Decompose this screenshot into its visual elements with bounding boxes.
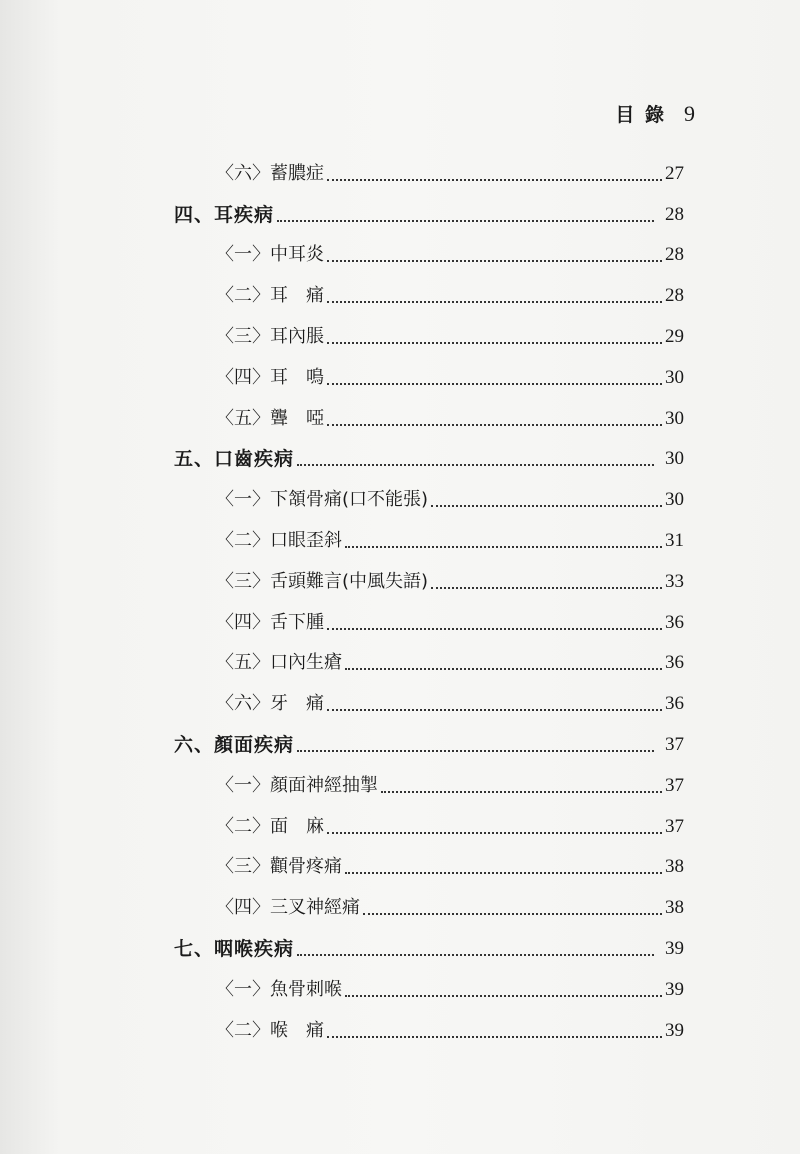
dot-leader — [327, 627, 662, 630]
dot-leader — [431, 504, 662, 507]
toc-subentry — [0, 476, 800, 517]
toc-subentry — [0, 313, 800, 354]
toc-subentry — [0, 395, 800, 436]
toc-entry-label: 〈四〉三叉神經痛 — [216, 897, 360, 919]
toc-subentry — [0, 1007, 800, 1048]
toc-entry-page: 28 — [665, 203, 684, 225]
toc-subentry — [0, 272, 800, 313]
toc-entry-page: 28 — [665, 244, 684, 266]
dot-leader — [297, 953, 654, 956]
toc-entry-label: 七、咽喉疾病 — [174, 937, 295, 960]
dot-leader — [327, 708, 662, 711]
toc-entry-page: 39 — [665, 937, 684, 959]
toc-entry-label: 六、顏面疾病 — [174, 733, 295, 756]
toc-entry-label: 〈一〉魚骨刺喉 — [216, 978, 342, 1000]
toc-entry-page: 37 — [665, 815, 684, 837]
toc-subentry — [0, 558, 800, 599]
toc-subentry — [0, 803, 800, 844]
toc-entry-label: 〈五〉聾 啞 — [216, 407, 324, 429]
toc-subentry — [0, 232, 800, 273]
toc-entry-page: 27 — [665, 162, 684, 184]
toc-subentry — [0, 150, 800, 191]
toc-entry-label: 〈四〉舌下腫 — [216, 611, 324, 633]
toc-entry-page: 39 — [665, 1019, 684, 1041]
toc-entry-page: 30 — [665, 489, 684, 511]
dot-leader — [431, 586, 662, 589]
toc-entry-label: 〈六〉牙 痛 — [216, 693, 324, 715]
toc-entry-page: 30 — [665, 366, 684, 388]
toc-entry-page: 29 — [665, 325, 684, 347]
toc-entry-label: 〈五〉口內生瘡 — [216, 652, 342, 674]
toc-entry-label: 〈二〉口眼歪斜 — [216, 529, 342, 551]
toc-subentry — [0, 966, 800, 1007]
toc-entry-label: 〈三〉舌頭難言(中風失語) — [216, 570, 429, 592]
toc-subentry — [0, 884, 800, 925]
toc-subentry — [0, 762, 800, 803]
toc-entry-page: 38 — [665, 897, 684, 919]
dot-leader — [327, 831, 662, 834]
dot-leader — [327, 341, 662, 344]
toc-entry-label: 〈六〉蓄膿症 — [216, 162, 324, 184]
toc-entry-label: 〈一〉中耳炎 — [216, 244, 324, 266]
dot-leader — [363, 912, 662, 915]
toc-entry-label: 〈三〉耳內脹 — [216, 325, 324, 347]
toc-entry-page: 28 — [665, 285, 684, 307]
toc-section-entry — [0, 436, 800, 477]
toc-entry-page: 39 — [665, 978, 684, 1000]
dot-leader — [345, 667, 662, 670]
toc-section-entry — [0, 191, 800, 232]
toc-entry-page: 30 — [665, 448, 684, 470]
toc-section-entry — [0, 721, 800, 762]
dot-leader — [327, 178, 662, 181]
toc-entry-label: 〈二〉耳 痛 — [216, 285, 324, 307]
dot-leader — [345, 871, 662, 874]
toc-entry-label: 〈二〉面 麻 — [216, 815, 324, 837]
toc-entry-page: 37 — [665, 774, 684, 796]
running-header — [615, 100, 697, 127]
dot-leader — [327, 259, 662, 262]
toc-entry-page: 36 — [665, 611, 684, 633]
toc-entry-label: 四、耳疾病 — [174, 203, 275, 226]
toc-subentry — [0, 680, 800, 721]
toc-entry-label: 〈一〉下頷骨痛(口不能張) — [216, 489, 429, 511]
toc-section-entry — [0, 925, 800, 966]
dot-leader — [297, 463, 654, 466]
toc-subentry — [0, 844, 800, 885]
toc-entry-page: 36 — [665, 652, 684, 674]
dot-leader — [327, 423, 662, 426]
toc-entry-label: 〈四〉耳 鳴 — [216, 366, 324, 388]
dot-leader — [381, 790, 662, 793]
toc-subentry — [0, 640, 800, 681]
toc-entry-page: 31 — [665, 529, 684, 551]
dot-leader — [327, 300, 662, 303]
toc-entry-page: 36 — [665, 693, 684, 715]
toc-subentry — [0, 517, 800, 558]
header-title: 目 錄 — [615, 104, 666, 126]
dot-leader — [345, 994, 662, 997]
dot-leader — [297, 749, 654, 752]
toc-entry-label: 〈一〉顏面神經抽掣 — [216, 774, 378, 796]
table-of-contents — [0, 150, 800, 1048]
toc-subentry — [0, 354, 800, 395]
dot-leader — [345, 545, 662, 548]
toc-entry-label: 五、口齒疾病 — [174, 448, 295, 471]
toc-subentry — [0, 599, 800, 640]
toc-entry-page: 37 — [665, 733, 684, 755]
toc-entry-label: 〈三〉顴骨疼痛 — [216, 856, 342, 878]
toc-entry-page: 30 — [665, 407, 684, 429]
toc-entry-page: 38 — [665, 856, 684, 878]
dot-leader — [327, 1035, 662, 1038]
dot-leader — [277, 219, 654, 222]
toc-entry-page: 33 — [665, 570, 684, 592]
toc-entry-label: 〈二〉喉 痛 — [216, 1019, 324, 1041]
dot-leader — [327, 382, 662, 385]
header-page-number: 9 — [684, 101, 697, 126]
